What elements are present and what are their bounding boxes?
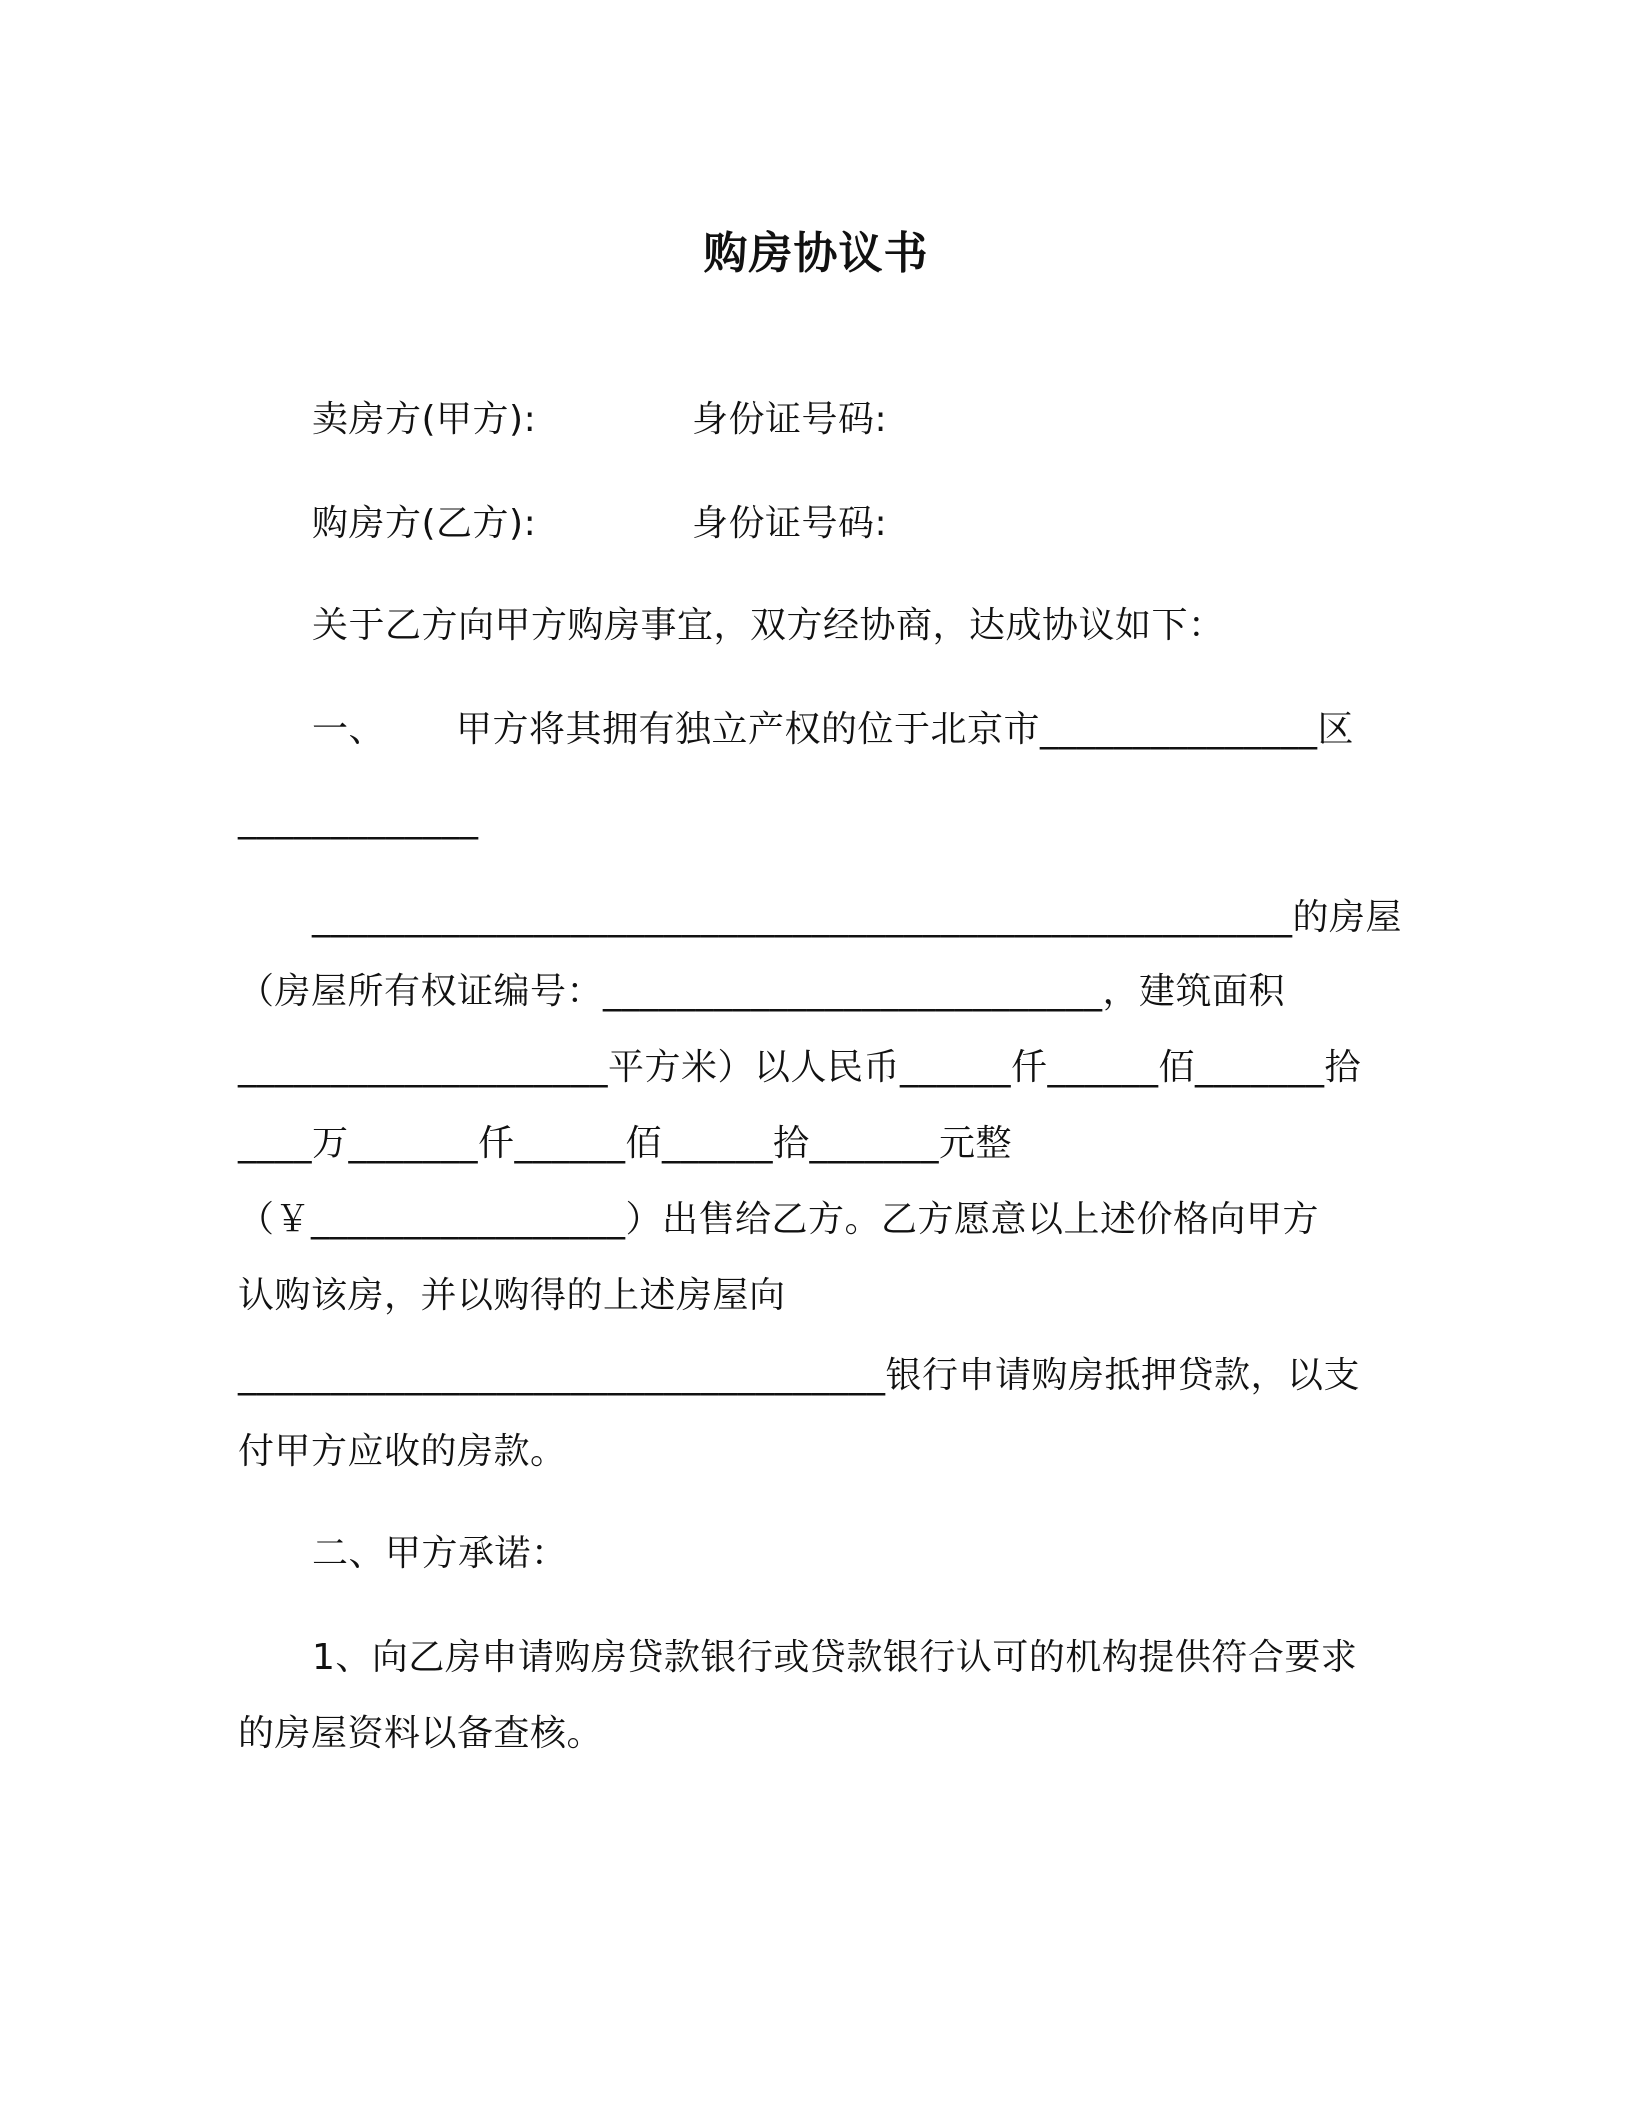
clause1-line: _____________ (238, 799, 479, 840)
clause1-line: （￥_________________）出售给乙方。乙方愿意以上述价格向甲方 (238, 1199, 1320, 1240)
intro-paragraph: 关于乙方向甲方购房事宜，双方经协商，达成协议如下： (312, 605, 1225, 646)
clause2-item: 的房屋资料以备查核。 (238, 1713, 604, 1754)
document-title: 购房协议书 (703, 228, 929, 279)
clause1-line: 认购该房，并以购得的上述房屋向 (238, 1275, 786, 1316)
clause1-line: 付甲方应收的房款。 (238, 1431, 567, 1472)
clause1-line: ____________________平方米）以人民币______仟______佰_______拾 (238, 1047, 1362, 1088)
seller-id-label: 身份证号码: (692, 399, 888, 440)
clause2-heading: 二、甲方承诺： (312, 1533, 568, 1574)
clause1-number: 一、 (312, 709, 386, 750)
clause1-line: 甲方将其拥有独立产权的位于北京市_______________区 (456, 709, 1355, 750)
clause1-line: ___________________________________银行申请购房抵押贷款，以支 (238, 1355, 1361, 1396)
buyer-label: 购房方(乙方): (312, 503, 537, 544)
seller-label: 卖房方(甲方): (312, 399, 537, 440)
buyer-id-label: 身份证号码: (692, 503, 888, 544)
clause1-line: （房屋所有权证编号：___________________________，建筑面积 (238, 971, 1286, 1012)
clause1-line: _____________________________________________________的房屋 (312, 897, 1402, 938)
clause1-line: ____万_______仟______佰______拾_______元整 (238, 1123, 1013, 1164)
clause2-item: 1、向乙房申请购房贷款银行或贷款银行认可的机构提供符合要求 (312, 1637, 1358, 1678)
